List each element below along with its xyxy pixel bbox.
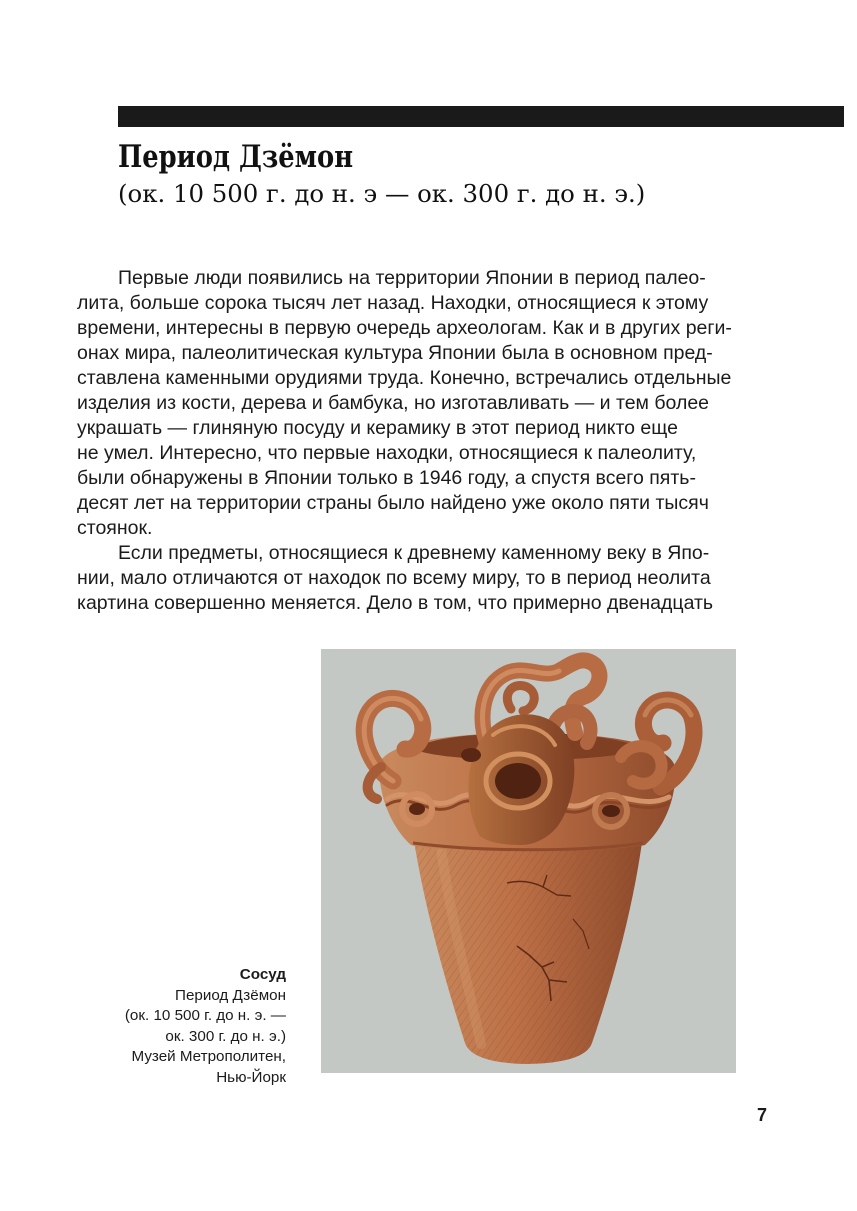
text-line: Если предметы, относящиеся к древнему каменному веку в Япо- [118, 542, 710, 564]
chapter-title: Период Дзёмон [118, 139, 354, 175]
caption-line: (ок. 10 500 г. до н. э. — [124, 1007, 286, 1025]
text-line: нии, мало отличаются от находок по всему миру, то в период неолита [77, 567, 711, 589]
text-line: онах мира, палеолитическая культура Японии была в основном пред- [77, 342, 713, 364]
text-line: изделия из кости, дерева и бамбука, но изготавливать — и тем более [77, 392, 710, 414]
text-line: времени, интересны в первую очередь археологам. Как и в других реги- [77, 317, 732, 339]
caption-title: Сосуд [239, 966, 286, 983]
caption-line: Период Дзёмон [175, 986, 286, 1004]
paragraph-1 [77, 266, 732, 541]
text-line: ставлена каменными орудиями труда. Конечно, встречались отдельные [77, 367, 732, 389]
figure-caption [125, 965, 286, 1089]
paragraph-2 [77, 541, 732, 616]
caption-line: ок. 300 г. до н. э.) [165, 1027, 286, 1045]
text-line: были обнаружены в Японии только в 1946 году, а спустя всего пять- [77, 467, 696, 489]
header-rule [118, 106, 844, 127]
pot-hole-front [495, 763, 541, 799]
whorl-hole [409, 803, 425, 815]
page-number: 7 [757, 1105, 768, 1125]
text-line: украшать — глиняную посуду и керамику в этот период никто еще [77, 417, 678, 439]
vessel-photo [321, 649, 736, 1073]
text-line: картина совершенно меняется. Дело в том, что примерно двенадцать [77, 592, 714, 614]
body-text [77, 266, 732, 616]
caption-line: Музей Метрополитен, [131, 1048, 286, 1066]
pot-hole-small [461, 748, 481, 762]
text-line: Первые люди появились на территории Японии в период палео- [118, 267, 706, 289]
text-line: лита, больше сорока тысяч лет назад. Находки, относящиеся к этому [77, 292, 709, 314]
text-line: десят лет на территории страны было найдено уже около пяти тысяч [77, 492, 709, 514]
whorl-hole [602, 805, 620, 817]
text-line: не умел. Интересно, что первые находки, относящиеся к палеолиту, [77, 442, 697, 464]
chapter-subtitle: (ок. 10 500 г. до н. э — ок. 300 г. до н. э.) [118, 179, 646, 208]
caption-line: Нью-Йорк [216, 1068, 286, 1086]
vessel-illustration [321, 649, 736, 1073]
text-line: стоянок. [77, 517, 153, 539]
